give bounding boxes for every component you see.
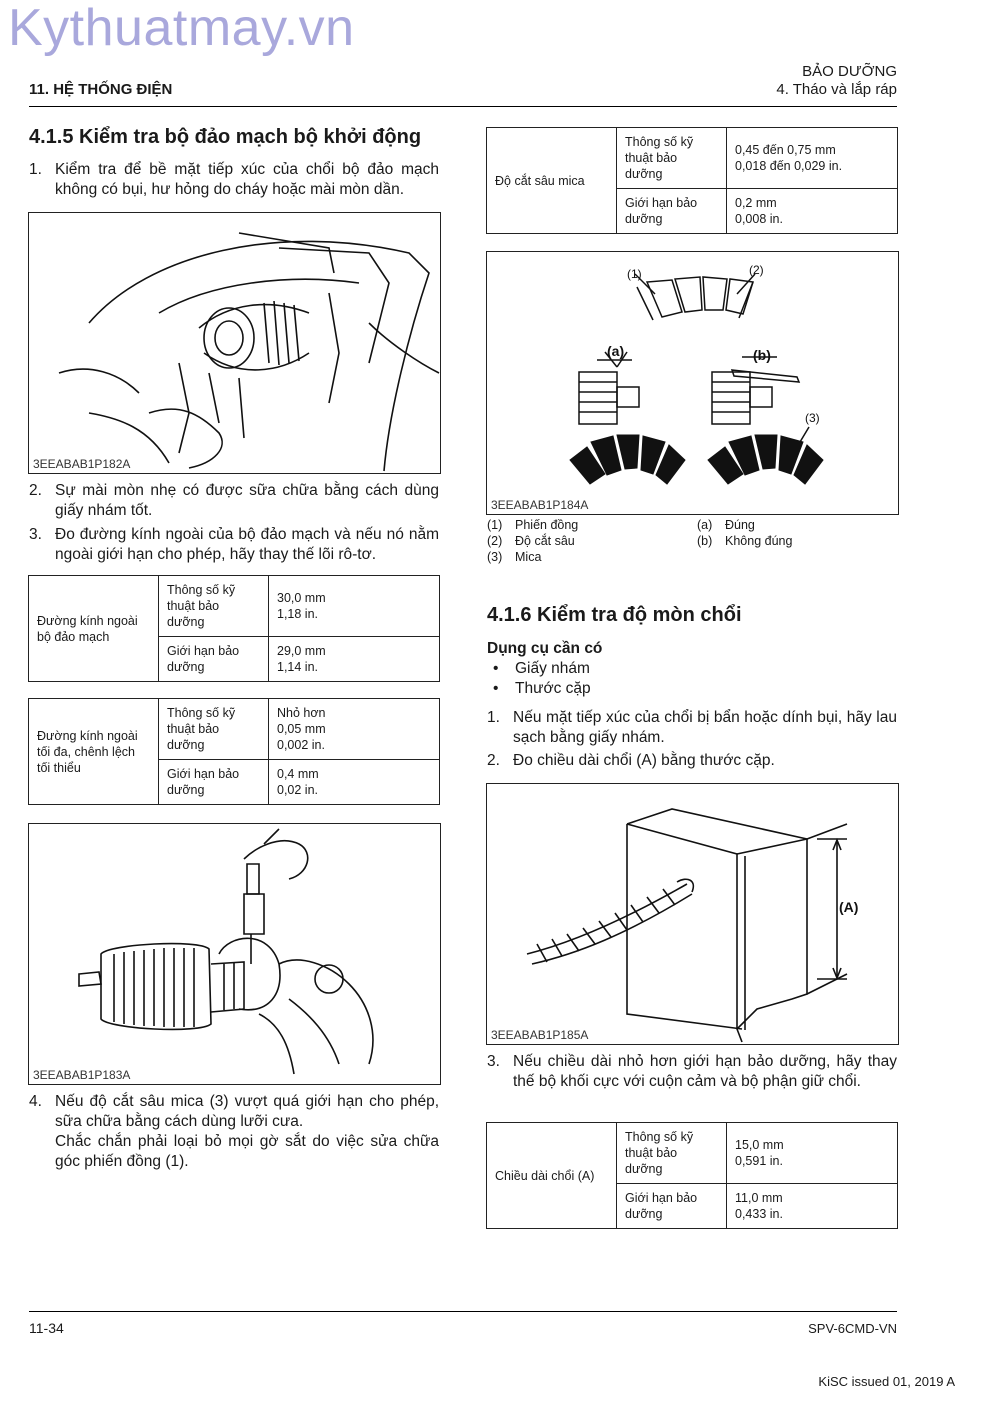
step-text: Sự mài mòn nhẹ có được sữa chữa bằng cách dùng giấy nhám tốt. (55, 482, 439, 519)
limit-label: Giới hạn bảo dưỡng (159, 637, 269, 682)
limit-value: 11,0 mm 0,433 in. (727, 1184, 898, 1229)
limit-label: Giới hạn bảo dưỡng (617, 189, 727, 234)
label-3: (3) (805, 411, 820, 425)
label-2: (2) (749, 263, 764, 277)
limit-value: 0,2 mm 0,008 in. (727, 189, 898, 234)
spec-item: Độ cắt sâu mica (487, 128, 617, 234)
spec-label: Thông số kỹ thuật bảo dưỡng (159, 699, 269, 760)
chapter-title: 11. HỆ THỐNG ĐIỆN (29, 81, 173, 98)
spec-value: 15,0 mm 0,591 in. (727, 1123, 898, 1184)
mica-undercut-illustration (487, 252, 898, 514)
footer-rule (29, 1311, 897, 1312)
step-note: Chắc chắn phải loại bỏ mọi gờ sắt do việc sửa chữa góc phiến đồng (1). (55, 1133, 439, 1170)
brush-length-illustration (487, 784, 898, 1044)
spec-label: Thông số kỹ thuật bảo dưỡng (617, 128, 727, 189)
spec-value: Nhỏ hơn 0,05 mm 0,002 in. (269, 699, 440, 760)
header-rule (29, 106, 897, 107)
heading-commutator-inspection: 4.1.5 Kiểm tra bộ đảo mạch bộ khởi động (29, 126, 422, 148)
legend-item: (a) Đúng (697, 518, 755, 532)
legend-item: (3) Mica (487, 550, 542, 564)
step-number: 4. (29, 1093, 42, 1110)
label-1: (1) (627, 267, 642, 281)
limit-value: 29,0 mm 1,14 in. (269, 637, 440, 682)
step-text: Đo chiều dài chổi (A) bằng thước cặp. (513, 752, 775, 769)
step-text: Nếu mặt tiếp xúc của chổi bị bẩn hoặc dính bụi, hãy lau sạch bằng giấy nhám. (513, 709, 897, 746)
figure-code: 3EEABAB1P182A (33, 457, 131, 471)
figure-code: 3EEABAB1P183A (33, 1068, 131, 1082)
watermark: Kythuatmay.vn (8, 0, 355, 57)
step-number: 2. (29, 482, 42, 499)
step-text: Nếu độ cắt sâu mica (3) vượt quá giới hạn cho phép, sữa chữa bằng cách dùng lưỡi cưa. (55, 1093, 439, 1130)
figure-code: 3EEABAB1P184A (491, 498, 589, 512)
step-number: 2. (487, 752, 500, 769)
left-step-3 (29, 525, 439, 565)
step-number: 1. (29, 161, 42, 178)
tool-item: • Giấy nhám (493, 660, 590, 677)
limit-label: Giới hạn bảo dưỡng (617, 1184, 727, 1229)
left-step-1 (29, 160, 439, 200)
left-step-2 (29, 481, 439, 521)
step-number: 1. (487, 709, 500, 726)
limit-label: Giới hạn bảo dưỡng (159, 760, 269, 805)
spec-table-brush-length (486, 1122, 898, 1229)
figure-brush-length (486, 783, 899, 1045)
figure-legend-left (487, 517, 687, 565)
figure-legend-right (697, 517, 897, 549)
tool-item: • Thước cặp (493, 680, 591, 697)
spec-table-commutator-od (28, 575, 440, 682)
micrometer-illustration (29, 824, 440, 1084)
spec-table-mica-undercut (486, 127, 898, 234)
spec-label: Thông số kỹ thuật bảo dưỡng (617, 1123, 727, 1184)
figure-code: 3EEABAB1P185A (491, 1028, 589, 1042)
label-a: (a) (607, 343, 625, 359)
right-step-1 (487, 708, 897, 748)
spec-table-od-difference (28, 698, 440, 805)
tools-title: Dụng cụ cần có (487, 640, 603, 657)
figure-mica-undercut (486, 251, 899, 515)
spec-item: Đường kính ngoài bộ đảo mạch (29, 576, 159, 682)
step-text: Nếu chiều dài nhỏ hơn giới hạn bảo dưỡng, hãy thay thế bộ khối cực với cuộn cảm và bộ phận giữ chổi. (513, 1053, 897, 1090)
step-text: Đo đường kính ngoài của bộ đảo mạch và nếu nó nằm ngoài giới hạn cho phép, hãy thay thế lõi rô-tơ. (55, 526, 439, 563)
limit-value: 0,4 mm 0,02 in. (269, 760, 440, 805)
spec-label: Thông số kỹ thuật bảo dưỡng (159, 576, 269, 637)
section-header (776, 63, 897, 99)
spec-item: Đường kính ngoài tối đa, chênh lệch tối thiểu (29, 699, 159, 805)
dimension-label-a: (A) (839, 899, 859, 915)
right-step-3 (487, 1052, 897, 1092)
left-step-4 (29, 1092, 439, 1172)
step-number: 3. (29, 526, 42, 543)
figure-commutator-sanding (28, 212, 441, 474)
step-number: 3. (487, 1053, 500, 1070)
figure-micrometer-measure (28, 823, 441, 1085)
commutator-sanding-illustration (29, 213, 440, 473)
document-code: SPV-6CMD-VN (808, 1321, 897, 1336)
legend-item: (1) Phiến đồng (487, 518, 579, 532)
heading-brush-wear: 4.1.6 Kiểm tra độ mòn chổi (487, 604, 742, 626)
tools-list (487, 659, 591, 699)
step-text: Kiểm tra để bề mặt tiếp xúc của chổi bộ đảo mạch không có bụi, hư hỏng do cháy hoặc mài mòn dần. (55, 161, 439, 198)
label-b: (b) (753, 347, 771, 363)
legend-item: (b) Không đúng (697, 534, 793, 548)
subsection-title: 4. Tháo và lắp ráp (776, 81, 897, 98)
issue-note: KiSC issued 01, 2019 A (818, 1374, 955, 1389)
page-number: 11-34 (29, 1320, 64, 1336)
section-title: BẢO DƯỠNG (802, 63, 897, 80)
spec-item: Chiều dài chổi (A) (487, 1123, 617, 1229)
spec-value: 30,0 mm 1,18 in. (269, 576, 440, 637)
right-step-2 (487, 751, 897, 771)
spec-value: 0,45 đến 0,75 mm 0,018 đến 0,029 in. (727, 128, 898, 189)
legend-item: (2) Độ cắt sâu (487, 534, 575, 548)
